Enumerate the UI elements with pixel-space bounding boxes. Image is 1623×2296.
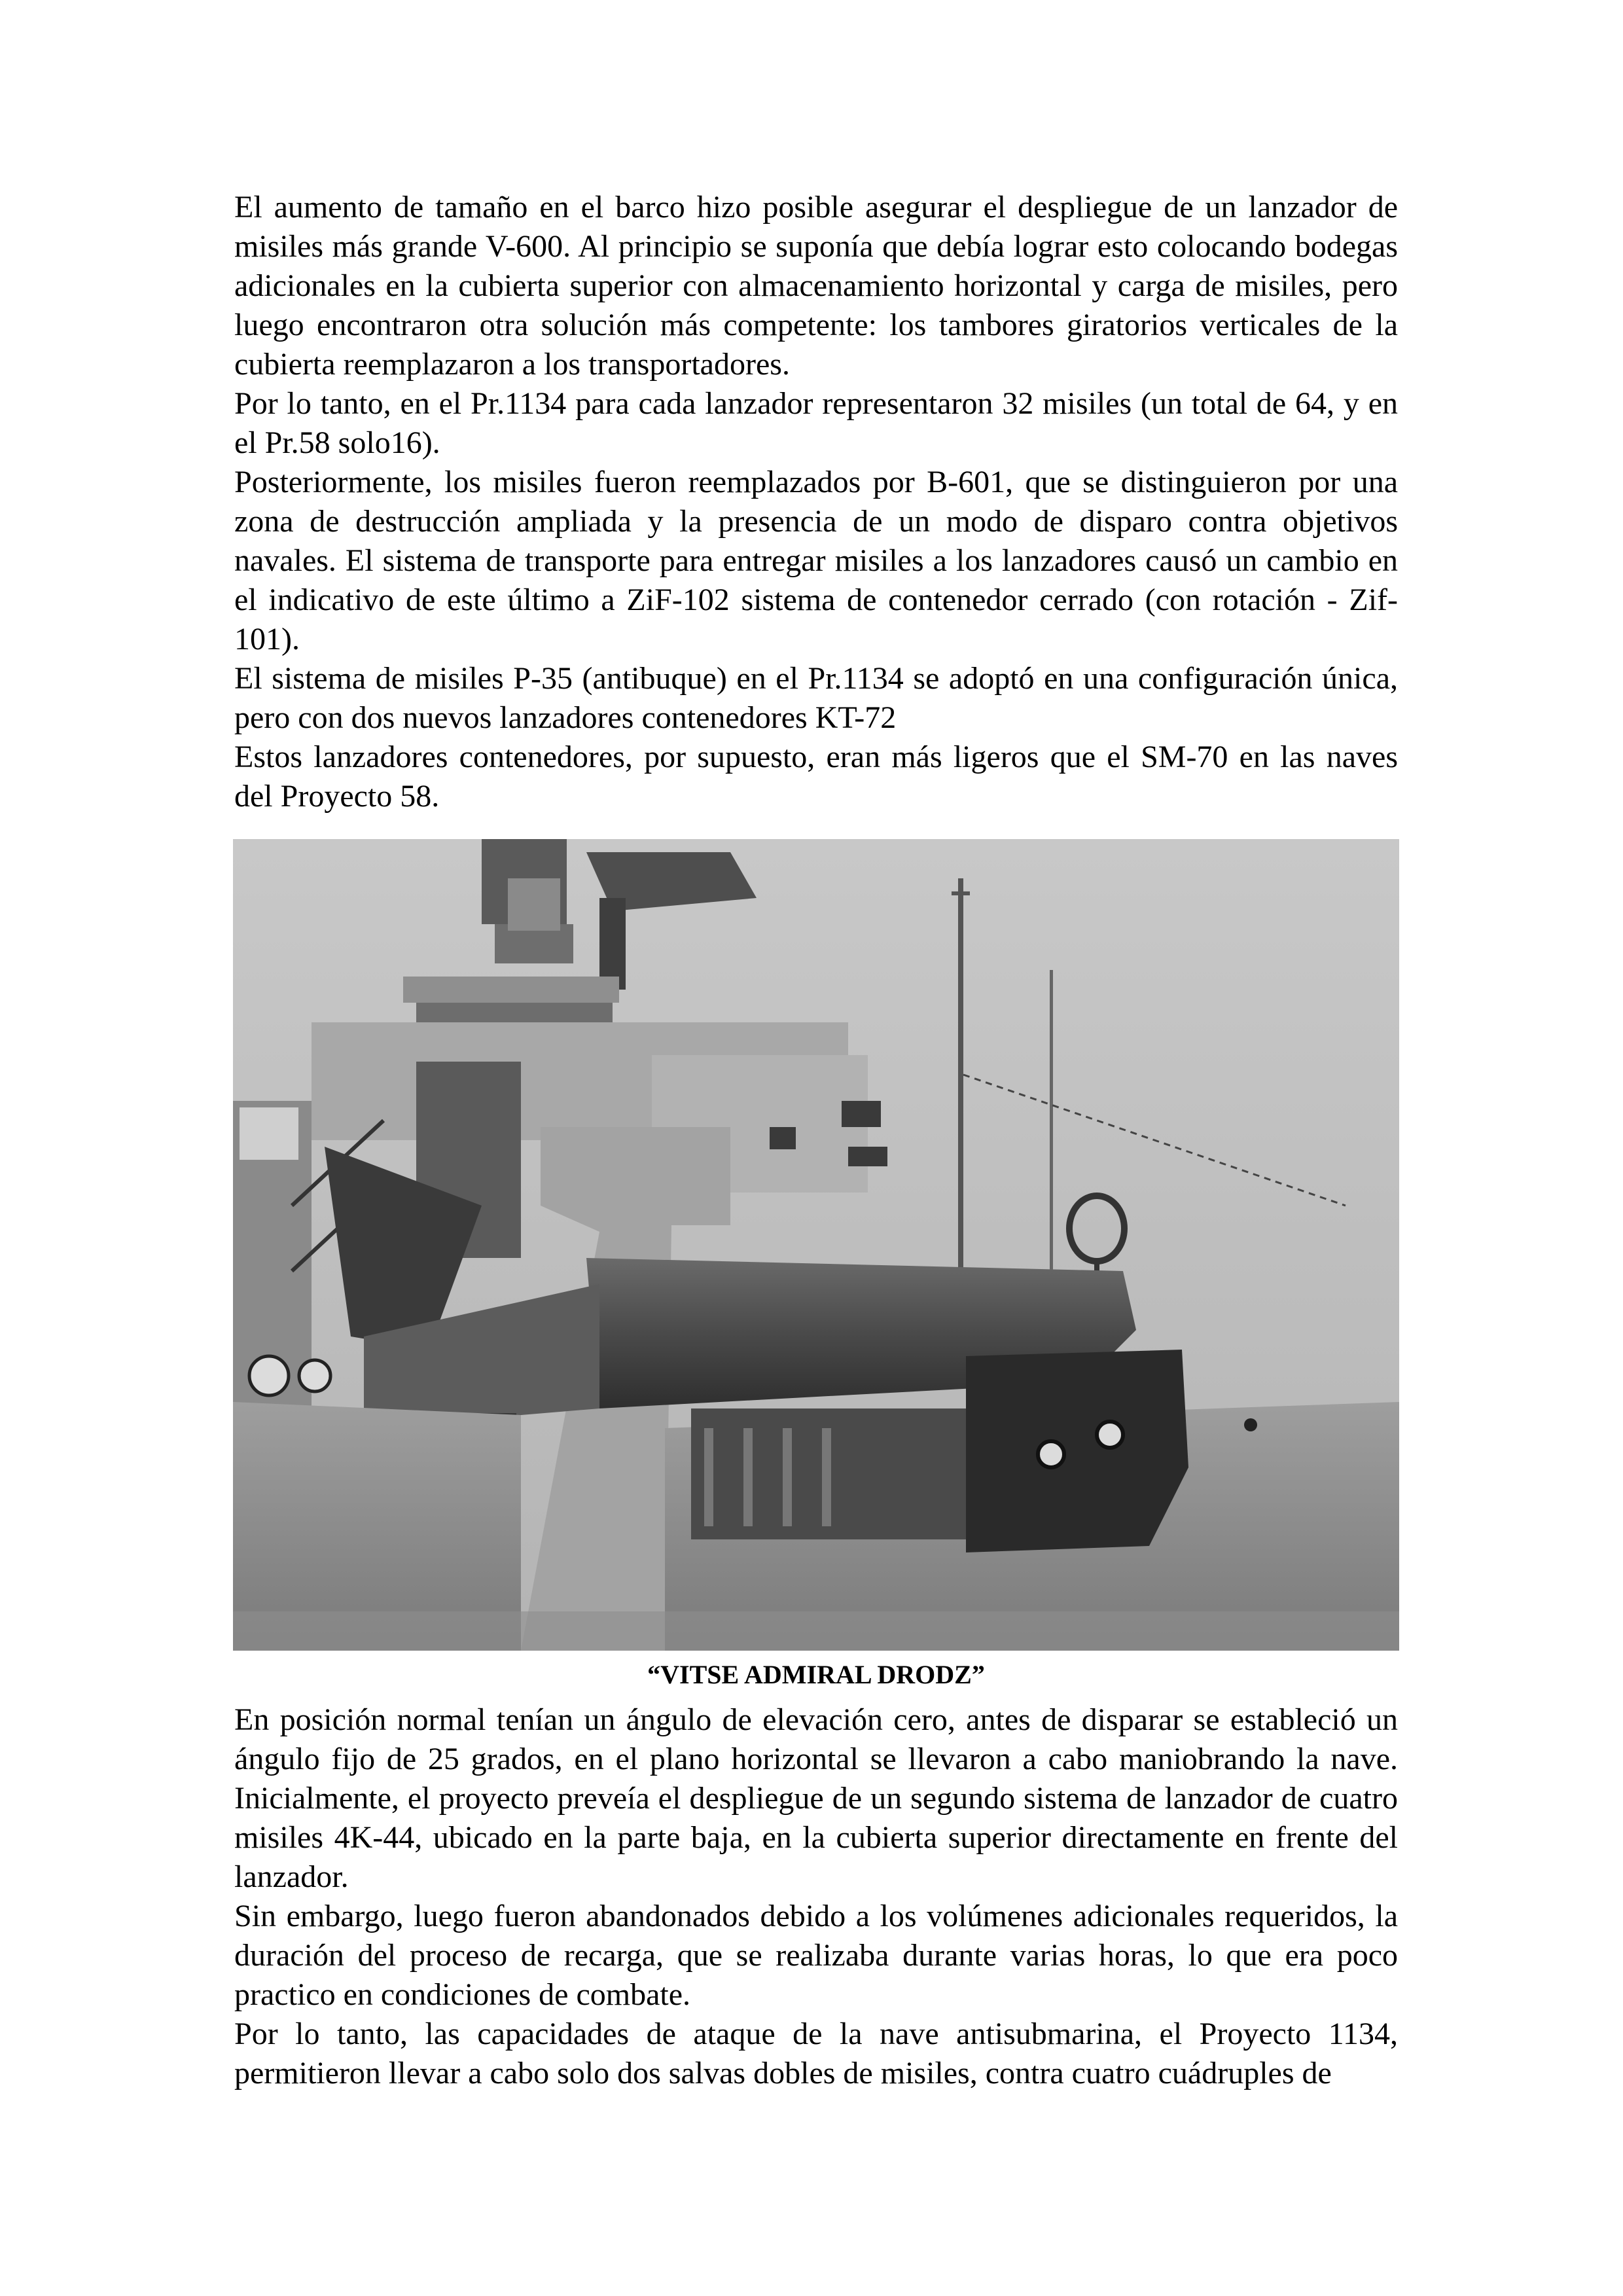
- paragraph: El sistema de misiles P-35 (antibuque) en el Pr.1134 se adoptó en una configuración única, pero con dos nuevos lanzadores contenedores KT-72: [234, 661, 1398, 735]
- paragraph: Posteriormente, los misiles fueron reemplazados por B-601, que se distinguieron por una zona de destrucción ampliada y la presencia de un modo de disparo contra objetivos navales. El sistema de transporte para entregar misiles a los lanzadores causó un cambio en el indicativo de este último a ZiF-102 sistema de contenedor cerrado (con rotación - Zif-101).: [234, 465, 1398, 656]
- figure-caption: “VITSE ADMIRAL DRODZ”: [647, 1660, 985, 1689]
- ship-photo: [233, 839, 1399, 1651]
- paragraph: Estos lanzadores contenedores, por supuesto, eran más ligeros que el SM-70 en las naves del Proyecto 58.: [234, 740, 1398, 814]
- paragraph: Por lo tanto, las capacidades de ataque de la nave antisubmarina, el Proyecto 1134, permitieron llevar a cabo solo dos salvas dobles de misiles, contra cuatro cuádruples de: [234, 2017, 1398, 2090]
- paragraph: Sin embargo, luego fueron abandonados debido a los volúmenes adicionales requeridos, la duración del proceso de recarga, que se realizaba durante varias horas, lo que era poco practico en condiciones de combate.: [234, 1899, 1398, 2012]
- paragraph: Por lo tanto, en el Pr.1134 para cada lanzador representaron 32 misiles (un total de 64, y en el Pr.58 solo16).: [234, 386, 1398, 460]
- body-text-bottom: [234, 1700, 1398, 2093]
- paragraph: El aumento de tamaño en el barco hizo posible asegurar el despliegue de un lanzador de misiles más grande V-600. Al principio se suponía que debía lograr esto colocando bodegas adicionales en la cubierta superior con almacenamiento horizontal y carga de misiles, pero luego encontraron otra solución más competente: los tambores giratorios verticales de la cubierta reemplazaron a los transportadores.: [234, 190, 1398, 382]
- body-text-top: [234, 188, 1398, 816]
- paragraph: En posición normal tenían un ángulo de elevación cero, antes de disparar se estableció un ángulo fijo de 25 grados, en el plano horizontal se llevaron a cabo maniobrando la nave. Inicialmente, el proyecto preveía el despliegue de un segundo sistema de lanzador de cuatro misiles 4K-44, ubicado en la parte baja, en la cubierta superior directamente en frente del lanzador.: [234, 1702, 1398, 1894]
